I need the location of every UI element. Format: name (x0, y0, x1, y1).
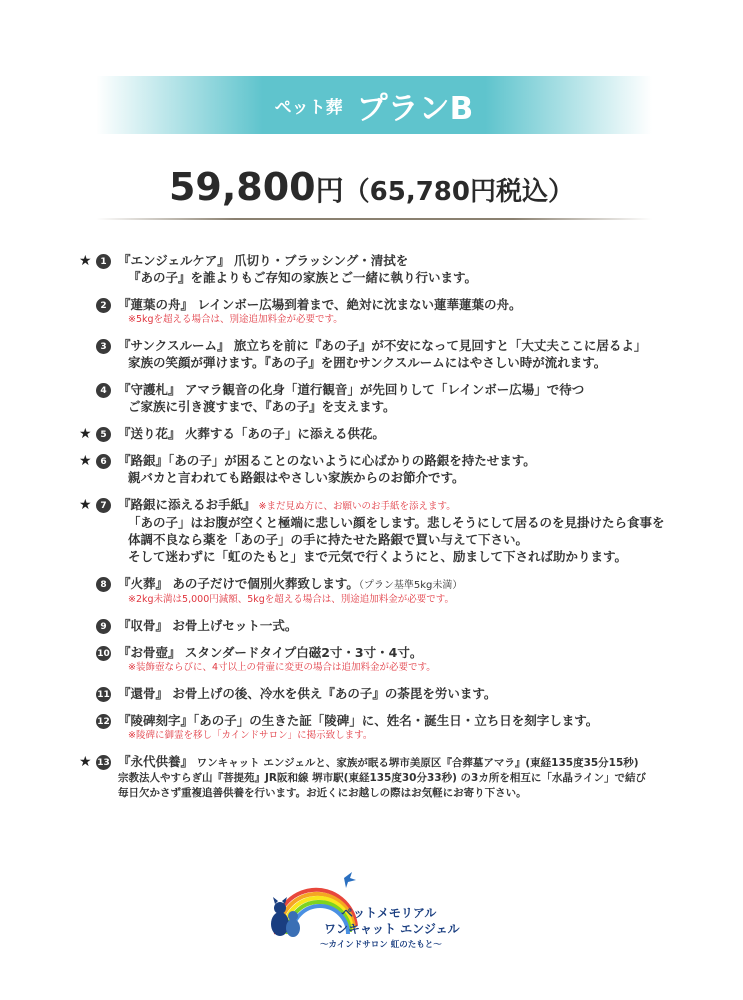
item-text: そして迷わずに「虹のたもと」まで元気で行くようにと、励まして下されば助かります。 (128, 549, 628, 564)
item-number-badge: 4 (96, 383, 111, 398)
price-unit: 円 (315, 174, 344, 207)
item-text: 『路銀』「あの子」が困ることのないように心ばかりの路銀を持たせます。 (118, 453, 536, 468)
plan-item (0, 296, 743, 327)
item-text: 『サンクスルーム』 旅立ちを前に『あの子』が不安になって見回すと「大丈夫ここに居るよ」 (118, 338, 647, 353)
item-text: 『収骨』 お骨上げセット一式。 (118, 618, 298, 633)
item-text: 『火葬』 あの子だけで個別火葬致します。 (118, 576, 359, 591)
price-divider (96, 218, 652, 220)
price-tax-label: 円税込 (469, 177, 548, 207)
plan-item-list (0, 252, 743, 811)
item-number-badge: 9 (96, 619, 111, 634)
item-text: 家族の笑顔が弾けます。『あの子』を囲むサンクスルームにはやさしい時が流れます。 (128, 355, 607, 370)
item-number-badge: 2 (96, 298, 111, 313)
item-text: 体調不良なら薬を「あの子」の手に持たせた路銀で買い与えて下さい。 (128, 532, 529, 547)
item-note: ※陵碑に御霊を移し「カインドサロン」に掲示致します。 (128, 730, 373, 741)
item-number-badge: 8 (96, 577, 111, 592)
banner-subtitle: ペット葬 (274, 97, 343, 118)
item-small-text: 宗教法人やすらぎ山『菩提苑』JR阪和線 堺市駅(東経135度30分33秒) の3カ所を相互に「水晶ライン」で結び (118, 772, 647, 784)
item-text: 『送り花』 火葬する「あの子」に添える供花。 (118, 426, 385, 441)
item-number-badge: 6 (96, 454, 111, 469)
item-number-badge: 7 (96, 498, 111, 513)
item-number-badge: 5 (96, 427, 111, 442)
item-inline-note: ※まだ見ぬ方に、お願いのお手紙を添えます。 (258, 501, 456, 512)
plan-item (0, 252, 743, 286)
star-icon: ★ (79, 754, 92, 770)
star-icon: ★ (79, 497, 92, 513)
logo-line-3: 〜カインドサロン 虹のたもと〜 (320, 940, 442, 950)
logo-line-1: ペットメモリアル (341, 906, 437, 920)
star-icon: ★ (79, 453, 92, 469)
item-title: 『路銀に添えるお手紙』 (118, 497, 256, 512)
plan-item (0, 617, 743, 634)
item-text: 「あの子」はお腹が空くと極端に悲しい顔をします。悲しそうにして居るのを見掛けたら食事を (128, 515, 665, 530)
plan-item (0, 753, 743, 801)
price-paren-close: ） (548, 177, 575, 207)
item-title-row (118, 575, 743, 593)
plan-item (0, 575, 743, 607)
item-text: ご家族に引き渡すまで、『あの子』を支えます。 (128, 399, 396, 414)
price-paren-open: （ (343, 177, 370, 207)
item-note: ※5kgを超える場合は、別途追加料金が必要です。 (128, 314, 343, 325)
item-text: 『蓮葉の舟』 レインボー広場到着まで、絶対に沈まない蓮華蓮葉の舟。 (118, 297, 522, 312)
item-number-badge: 12 (96, 714, 111, 729)
plan-banner (96, 76, 652, 134)
plan-item (0, 452, 743, 486)
plan-item (0, 644, 743, 675)
item-small-suffix: （プラン基準5kg未満） (358, 580, 463, 591)
price-tax-amount: 65,780 (369, 177, 470, 207)
star-icon: ★ (79, 426, 92, 442)
item-number-badge: 13 (96, 755, 111, 770)
item-text: 『還骨』 お骨上げの後、冷水を供え『あの子』の荼毘を労います。 (118, 686, 497, 701)
plan-item (0, 496, 743, 565)
item-title: 『永代供養』 (118, 754, 194, 769)
item-text: 『陵碑刻字』「あの子」の生きた証「陵碑」に、姓名・誕生日・立ち日を刻字します。 (118, 713, 599, 728)
item-text: 『エンジェルケア』 爪切り・ブラッシング・清拭を (118, 253, 409, 268)
item-number-badge: 3 (96, 339, 111, 354)
plan-item (0, 685, 743, 702)
plan-item (0, 337, 743, 371)
item-number-badge: 1 (96, 254, 111, 269)
price-line (0, 165, 743, 209)
item-note: ※2kg未満は5,000円減額、5kgを超える場合は、別途追加料金が必要です。 (128, 594, 455, 605)
item-small-text: ワンキャット エンジェルと、家族が眠る堺市美原区『合葬墓アマラ』(東経135度35分15秒) (196, 757, 639, 769)
price-amount: 59,800 (168, 165, 316, 209)
item-small-text: 毎日欠かさず重複追善供養を行います。お近くにお越しの際はお気軽にお寄り下さい。 (118, 787, 527, 799)
star-icon: ★ (79, 253, 92, 269)
plan-item (0, 381, 743, 415)
item-text: 『あの子』を誰よりもご存知の家族とご一緒に執り行います。 (128, 270, 478, 285)
item-number-badge: 11 (96, 687, 111, 702)
item-title-row (118, 753, 743, 771)
item-text: 親バカと言われても路銀はやさしい家族からのお節介です。 (128, 470, 465, 485)
brand-logo (268, 868, 478, 958)
item-text: 『お骨壺』 スタンダードタイプ白磁2寸・3寸・4寸。 (118, 645, 423, 660)
plan-item (0, 425, 743, 442)
item-number-badge: 10 (96, 646, 111, 661)
logo-line-2: ワンキャット エンジェル (324, 922, 460, 936)
banner-title: プランB (356, 90, 474, 127)
item-note: ※装飾壺ならびに、4寸以上の骨壷に変更の場合は追加料金が必要です。 (128, 662, 436, 673)
item-text: 『守護札』 アマラ観音の化身「道行観音」が先回りして「レインボー広場」で待つ (118, 382, 585, 397)
plan-item (0, 712, 743, 743)
item-title-row (118, 496, 743, 514)
